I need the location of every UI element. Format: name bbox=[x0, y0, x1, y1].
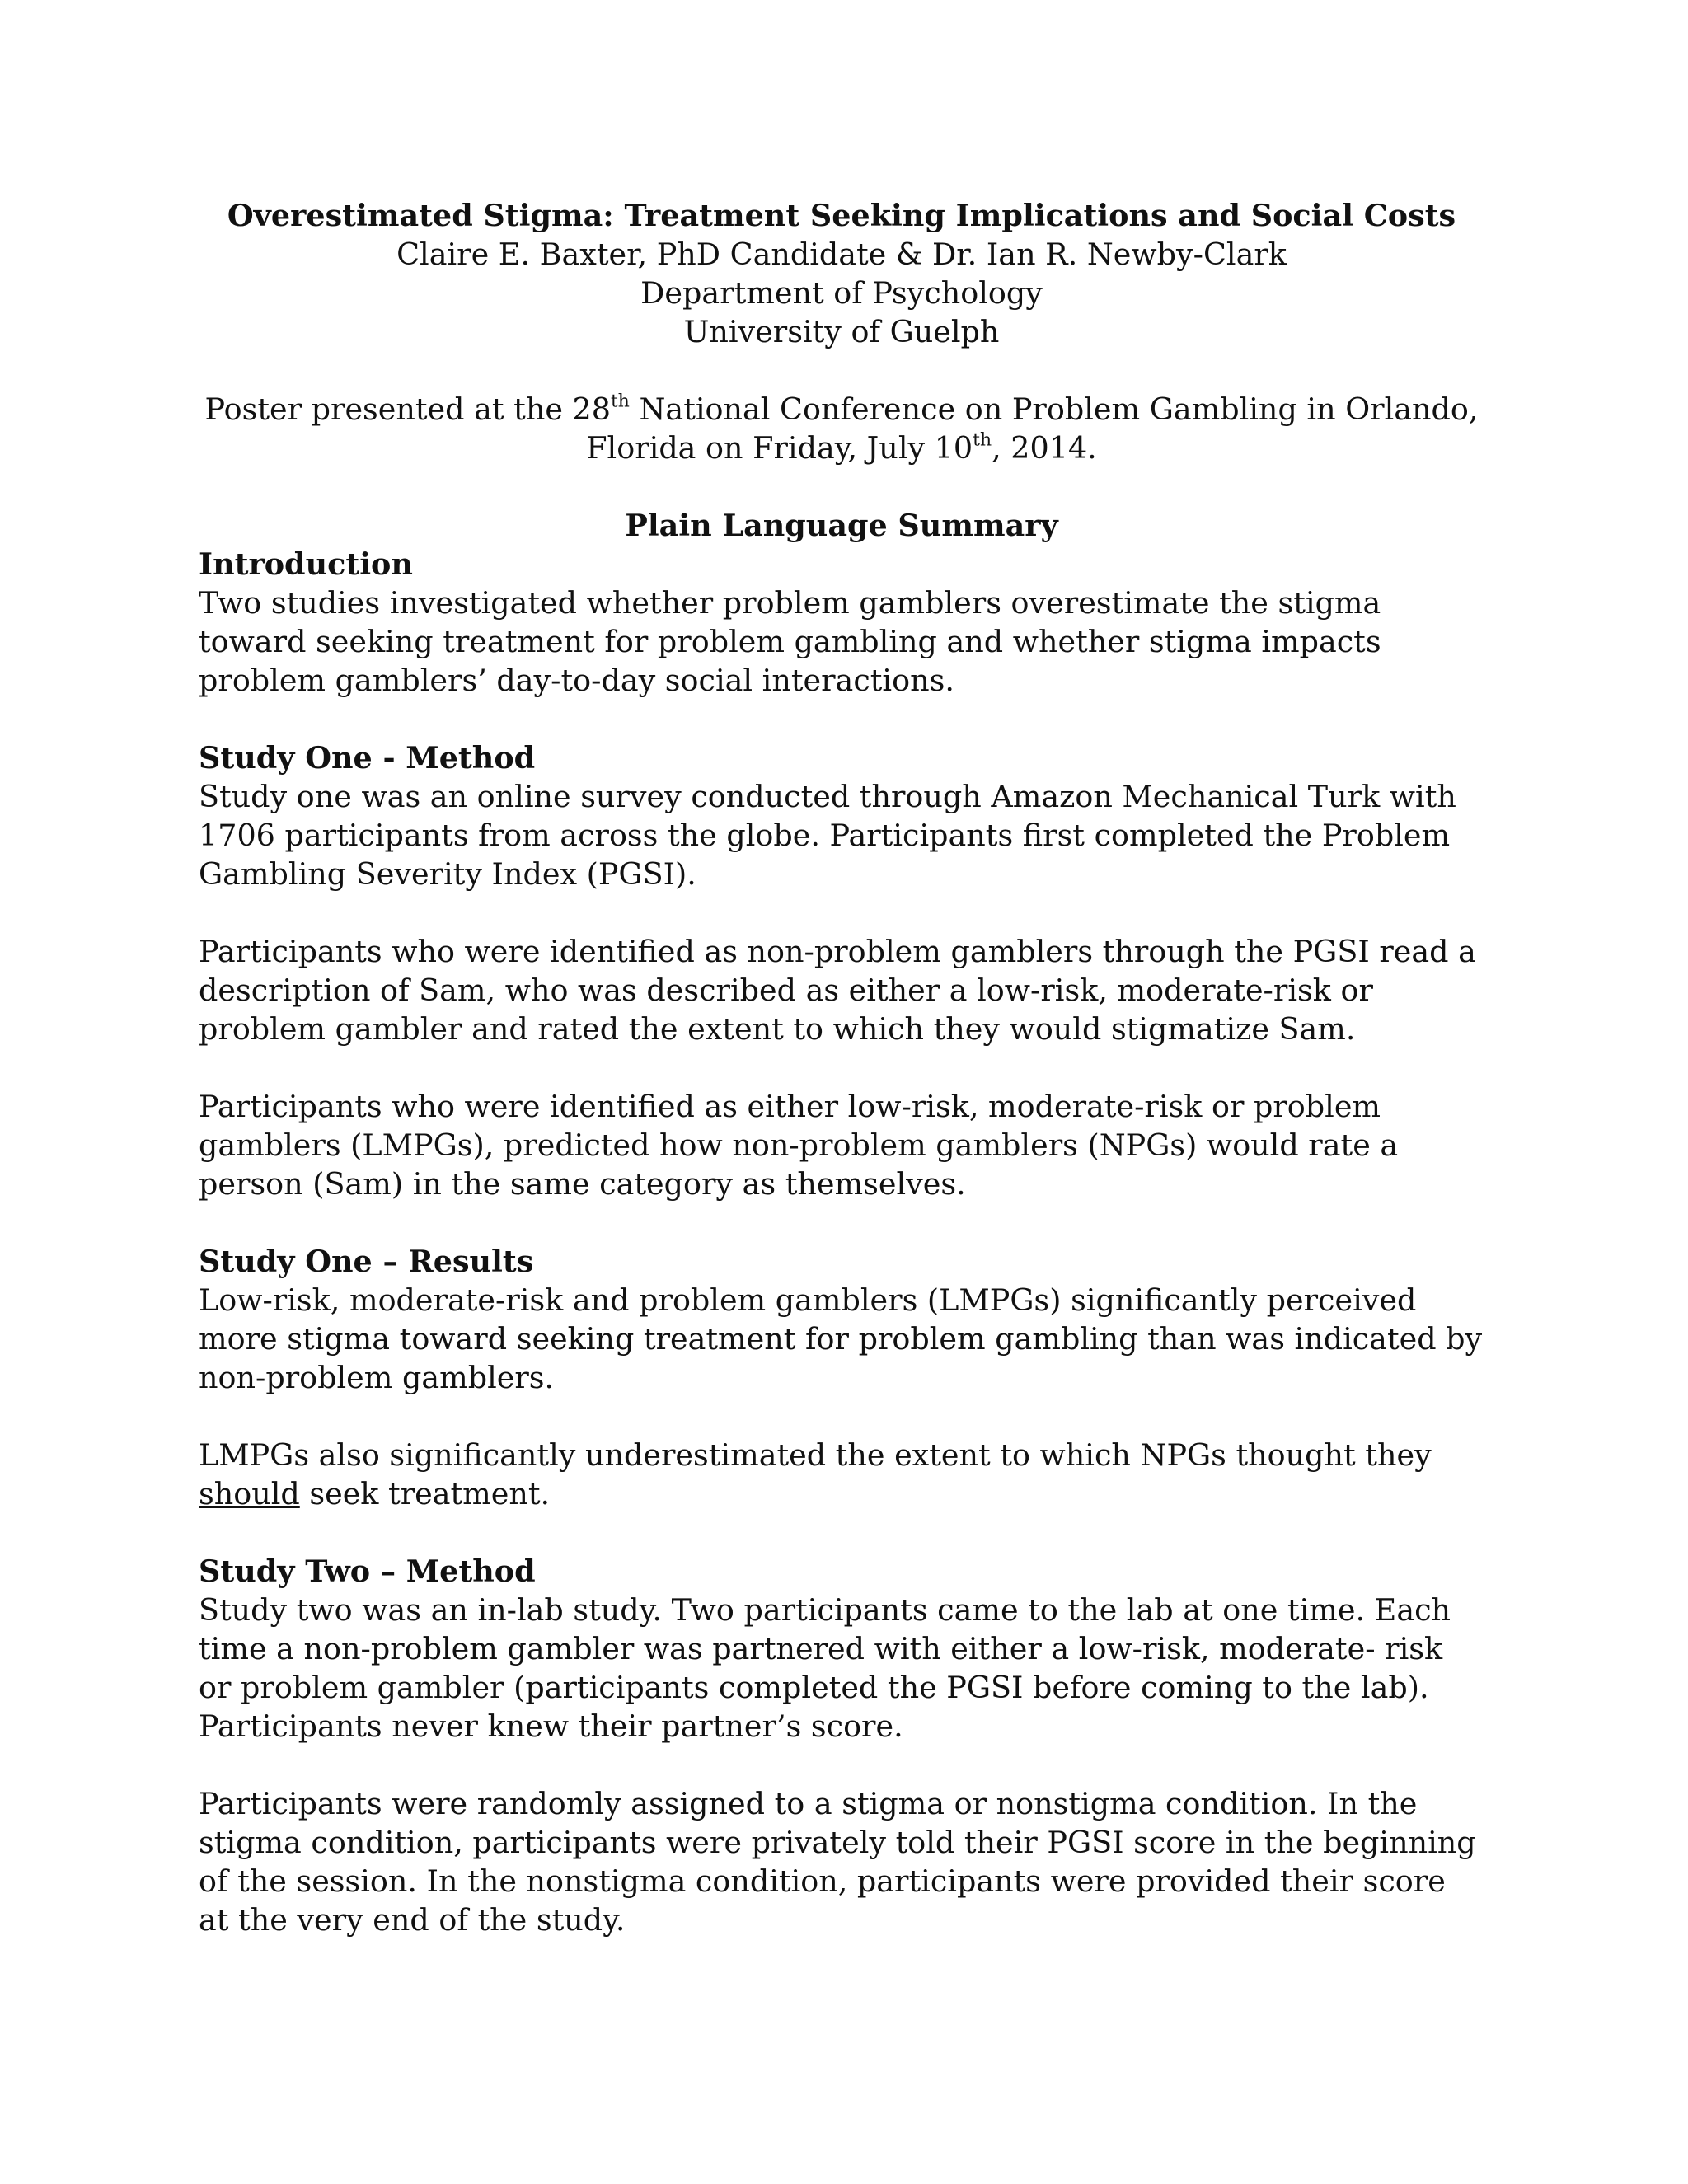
introduction-paragraph: Two studies investigated whether problem gamblers overestimate the stigma toward seeking treatment for problem gambling and whether stigma impacts problem gamblers’ day-to-day social interactions. bbox=[199, 585, 1381, 698]
authors: Claire E. Baxter, PhD Candidate & Dr. Ian R. Newby-Clark bbox=[396, 237, 1287, 272]
university: University of Guelph bbox=[683, 314, 1000, 349]
study-two-method-paragraph-1: Study two was an in-lab study. Two participants came to the lab at one time. Each time a non-problem gambler was partnered with either a low-risk, moderate- risk or problem gambler (participants completed the PGSI before coming to the lab). Participants never knew their partner’s score. bbox=[199, 1592, 1451, 1744]
section-heading-introduction: Introduction bbox=[199, 546, 413, 582]
study-one-results-paragraph-1: Low-risk, moderate-risk and problem gamblers (LMPGs) significantly perceived more stigma toward seeking treatment for problem gambling than was indicated by non-problem gamblers. bbox=[199, 1282, 1483, 1395]
underlined-should: should bbox=[199, 1476, 300, 1511]
department: Department of Psychology bbox=[640, 275, 1043, 311]
study-one-method-paragraph-3: Participants who were identified as either low-risk, moderate-risk or problem gamblers (LMPGs), predicted how non-problem gamblers (NPGs) would rate a person (Sam) in the same category as themselves. bbox=[199, 1089, 1399, 1202]
study-one-results-paragraph-2: LMPGs also significantly underestimated the extent to which NPGs thought they should seek treatment. bbox=[199, 1437, 1432, 1511]
section-heading-study-one-results: Study One – Results bbox=[199, 1244, 534, 1279]
study-two-method-paragraph-2: Participants were randomly assigned to a stigma or nonstigma condition. In the stigma condition, participants were privately told their PGSI score in the beginning of the session. In the nonstigma condition, participants were provided their score at the very end of the study. bbox=[199, 1786, 1476, 1938]
document-body bbox=[199, 196, 1484, 1939]
study-one-method-paragraph-2: Participants who were identified as non-problem gamblers through the PGSI read a description of Sam, who was described as either a low-risk, moderate-risk or problem gambler and rated the extent to which they would stigmatize Sam. bbox=[199, 934, 1476, 1047]
document-title: Overestimated Stigma: Treatment Seeking Implications and Social Costs bbox=[227, 198, 1456, 233]
poster-note: Poster presented at the 28th National Conference on Problem Gambling in Orlando, Florida on Friday, July 10th, 2014. bbox=[204, 391, 1479, 466]
summary-title: Plain Language Summary bbox=[625, 508, 1058, 543]
section-heading-study-two-method: Study Two – Method bbox=[199, 1554, 536, 1589]
study-one-method-paragraph-1: Study one was an online survey conducted through Amazon Mechanical Turk with 1706 participants from across the globe. Participants first completed the Problem Gambling Severity Index (PGSI). bbox=[199, 779, 1456, 892]
section-heading-study-one-method: Study One - Method bbox=[199, 740, 536, 776]
